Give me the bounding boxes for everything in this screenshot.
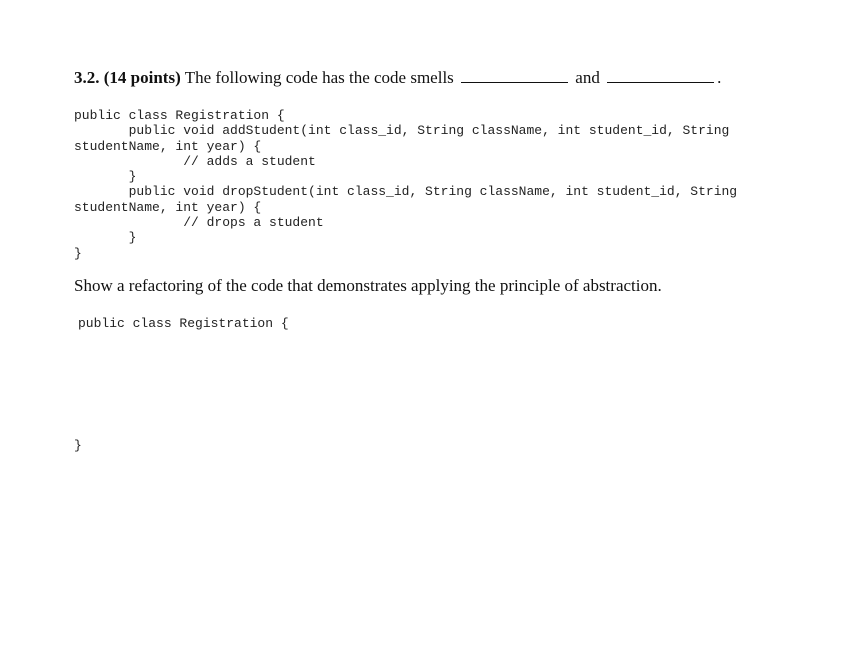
code-line: } — [74, 245, 82, 261]
code-line: } — [74, 169, 137, 185]
refactor-prompt: Show a refactoring of the code that demonstrates applying the principle of abstraction. — [74, 276, 662, 295]
answer-blank-1[interactable] — [461, 81, 568, 83]
original-code-block — [74, 108, 737, 261]
question-number: 3.2. — [74, 68, 100, 87]
code-line: // drops a student — [74, 215, 324, 231]
question-text: The following code has the code smells — [184, 68, 454, 87]
question-points: (14 points) — [103, 68, 181, 87]
refactor-code-footer: } — [74, 438, 82, 453]
question-connector: and — [575, 68, 600, 87]
question-heading — [74, 68, 721, 88]
question-end: . — [717, 68, 722, 87]
code-line: public void addStudent(int class_id, String className, int student_id, String — [74, 123, 730, 139]
code-line: } — [74, 230, 137, 246]
code-line: // adds a student — [74, 153, 316, 169]
code-line: public class Registration { — [74, 108, 285, 123]
answer-blank-2[interactable] — [607, 81, 714, 83]
code-line: studentName, int year) { — [74, 138, 262, 154]
code-line: studentName, int year) { — [74, 199, 262, 215]
refactor-code-header: public class Registration { — [78, 316, 289, 331]
code-line: public void dropStudent(int class_id, String className, int student_id, String — [74, 184, 738, 200]
